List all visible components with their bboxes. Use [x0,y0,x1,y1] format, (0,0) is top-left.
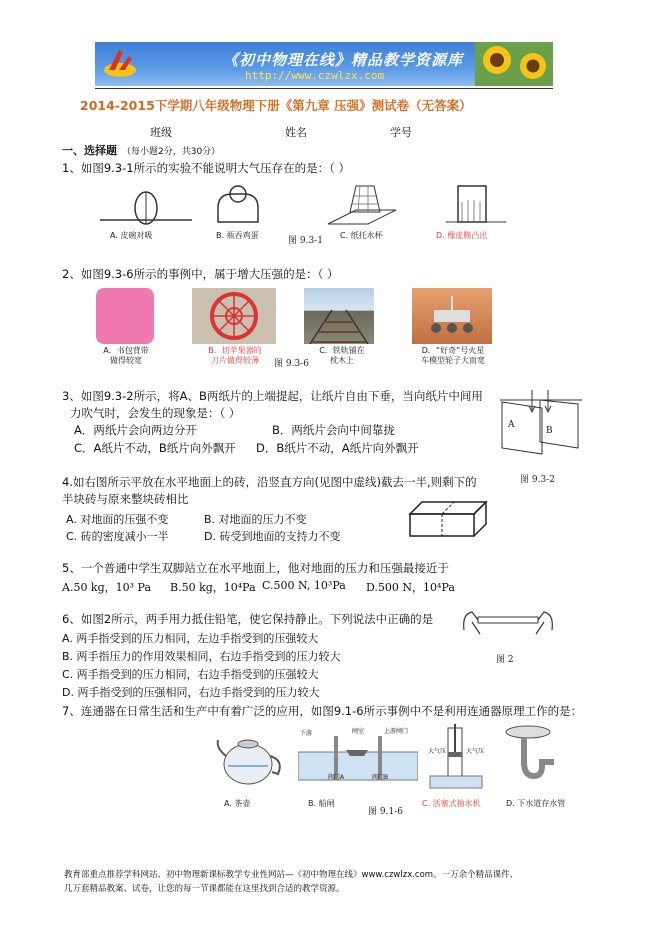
paper-label-a: A [508,420,515,430]
q2-caption-c-1: C．铁轨铺在 [319,346,365,355]
footer-line-2: 几万套精品教案、试卷，让您的每一节课都能在这里找到合适的教学资源。 [64,884,345,894]
q5-option-d: D.500 N，10⁴Pa [366,581,455,594]
lock-label-chamber: 闸室 [352,728,365,735]
q2-caption-a-1: A．书包背带 [103,346,149,355]
q2-caption-c-2: 枕木上 [330,356,354,365]
apple-slicer-photo [192,288,276,344]
q5-option-b: B.50 kg，10⁴Pa [170,581,256,594]
q1-figure-label: 图 9.3-1 [288,236,323,246]
header-rule [95,88,553,89]
q4-option-c: C. 砖的密度减小一半 [66,530,169,543]
question-4-line-1: 4.如右图所示平放在水平地面上的砖，沿竖直方向(见图中虚线)截去一半,则剩下的 [62,475,477,489]
q6-option-b: B. 两手指压力的作用效果相同，右边手指受到的压力较大 [62,650,341,663]
mars-rover-photo [412,288,492,344]
question-2-stem: 2、如图9.3-6所示的事例中，属于增大压强的是：（ ） [62,267,339,281]
paper-label-b: B [546,426,553,436]
q7-figure-label: 图 9.1-6 [368,807,403,817]
q3-option-c: C．A纸片不动，B纸片向外飘开 [74,441,236,455]
lock-label-valve-b: 阀门B [372,774,389,781]
q6-option-c: C. 两手指受到的压力相同，右边手指受到的压强较大 [62,668,319,681]
q2-caption-b-2: 刀片做得较薄 [211,356,259,365]
question-2-figure [96,288,506,368]
student-id-label: 学号 [390,126,412,139]
section-heading: 一、选择题 [62,144,117,157]
question-3-figure [492,390,592,485]
question-1-stem: 1、如图9.3-1所示的实验不能说明大气压存在的是：（ ） [62,161,350,175]
question-4-line-2: 半块砖与原来整块砖相比 [62,492,189,506]
lock-label-upstream-gate: 上游闸门 [384,728,409,735]
q2-caption-d-1: D．“好奇”号火星 [421,346,485,355]
question-7-stem: 7、连通器在日常生活和生产中有着广泛的应用，如图9.1-6所示事例中不是利用连通器原理工作的是： [62,704,583,718]
brick-figure [408,498,488,540]
teapot-drawing [214,726,286,792]
q3-option-d: D．B纸片不动，A纸片向外飘开 [256,441,419,455]
q6-option-a: A. 两手指受到的压力相同，左边手指受到的压强较大 [62,632,319,645]
q5-option-a: A.50 kg，10³ Pa [62,581,152,594]
q1-option-c: C. 纸托水杯 [340,231,383,240]
q3-option-a: A．两纸片会向两边分开 [74,423,197,437]
lock-label-valve-a: 阀门A [328,774,345,781]
drain-trap-drawing [498,724,558,792]
q5-option-c: C.500 N, 10³Pa [262,579,346,592]
backpack-photo [96,288,154,344]
question-6-stem: 6、如图2所示，两手用力抵住铅笔，使它保持静止。下列说法中正确的是 [62,612,434,626]
header-banner [95,42,553,86]
banner-url: http://www.czwlzx.com [245,69,385,82]
q3-figure-label: 图 9.3-2 [520,475,555,485]
footer-line-1: 教育部重点推荐学科网站、初中物理新课标教学专业性网站—《初中物理在线》www.czwlzx.com。一万余个精品课件、 [64,870,519,880]
piston-pump-drawing [428,724,488,790]
banner-title: 《初中物理在线》精品教学资源库 [223,51,464,69]
document-title: 2014-2015下学期八年级物理下册《第九章 压强》测试卷（无答案） [80,98,472,113]
question-3-line-2: 力吹气时，会发生的现象是：（ ） [70,406,241,420]
site-logo-icon [101,46,139,82]
q7-option-c: C. 活塞式抽水机 [422,799,481,808]
q3-option-b: B．两纸片会向中间靠拢 [272,423,395,437]
q2-figure-label: 图 9.3-6 [274,359,309,369]
lock-label-downstream: 下游 [300,730,313,737]
question-5-stem: 5、一个普通中学生双脚站立在水平地面上，他对地面的压力和压强最接近于 [62,561,449,575]
q7-option-a: A. 茶壶 [224,799,251,808]
q1-option-d: D. 橡皮膜凸出 [436,231,488,240]
ship-lock-drawing [298,722,418,782]
q7-option-b: B. 船闸 [308,799,335,808]
question-1-figure [96,182,516,246]
question-6-figure [458,600,558,666]
section-note: （每小题2分，共30分） [122,147,221,157]
q7-option-d: D. 下水道存水管 [506,799,566,808]
name-field-label: 姓名 [285,126,307,139]
railway-photo [304,288,374,344]
q6-figure-label: 图 2 [496,655,514,665]
q1-option-b: B. 瓶吞鸡蛋 [216,231,259,240]
sunflower-icon [475,42,553,86]
class-field-label: 班级 [150,126,172,139]
q4-option-a: A. 对地面的压强不变 [66,513,169,526]
q6-option-d: D. 两手指受到的压强相同，右边手指受到的压力较大 [62,686,320,699]
question-7-figure [214,722,580,818]
question-3-line-1: 3、如图9.3-2所示，将A、B两纸片的上端提起，让纸片自由下垂，当向纸片中间用 [62,389,483,403]
q2-caption-b-1: B．切苹果器的 [208,346,262,355]
q4-option-b: B. 对地面的压力不变 [204,513,307,526]
q1-option-a: A. 皮碗对吸 [110,231,153,240]
footer-note [64,868,518,896]
pump-label-atmosphere-left: 大气压 [428,748,447,755]
q2-caption-a-2: 做得较宽 [110,356,142,365]
pump-label-atmosphere-right: 大气压 [466,748,485,755]
q4-option-d: D. 砖受到地面的支持力不变 [204,530,341,543]
q2-caption-d-2: 车模型轮子大而宽 [421,356,485,365]
